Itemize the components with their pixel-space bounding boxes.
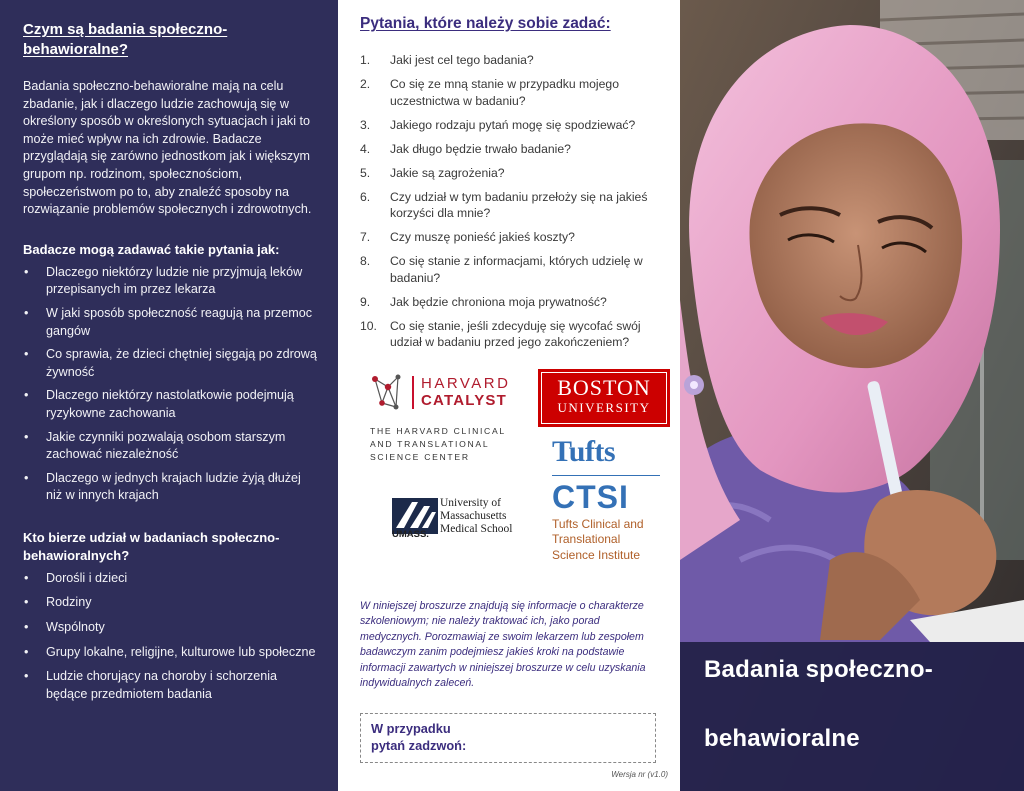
numbered-question: 9. Jak będzie chroniona moja prywatność? (360, 294, 607, 309)
version-label: Wersja nr (v1.0) (611, 770, 668, 779)
numbered-question: 7. Czy muszę ponieść jakieś koszty? (360, 230, 575, 244)
disclaimer-text: W niniejszej broszurze znajdują się informacje o charakterze szkoleniowym; nie należy traktować ich, jako porad medycznych. Porozmawiaj ze swoim lekarzem lub zespołem badawczym zanim podejmiesz jakieś kroki na podstawie informacji zawartych w niniejszej broszurze w celu uzyskania indywidualnych zaleceń. (360, 599, 646, 689)
list-item: • Co sprawia, że dzieci chętniej sięgają po zdrową żywność (24, 347, 317, 379)
research-questions-list (23, 264, 320, 505)
intro-paragraph: Badania społeczno-behawioralne mają na celu zbadanie, jak i dlaczego ludzie zachowują się w określony sposób w określonych sytuacjach i jaki to może mieć wpływ na ich zdrowie. Badacze przyglądają się zarówno jednostkom jak i większym grupom np. rodzinom, społecznościom, społeczeństwom po to, aby znaleźć sposoby na rozwiązanie problemów społecznych i zdrowotnych. (23, 79, 312, 217)
list-item: • Dlaczego w jednych krajach ludzie żyją dłużej niż w innych krajach (24, 470, 301, 503)
section-heading-what-is: Czym są badania społeczno-behawioralne? (23, 21, 228, 58)
cover-photo-panel (680, 0, 1024, 791)
participants-list (23, 570, 320, 704)
list-item: • Jakie czynniki pozwalają osobom starszym zachować niezależność (24, 429, 286, 462)
numbered-question: 2. Co się ze mną stanie w przypadku mojego uczestnictwa w badaniu? (360, 77, 619, 108)
list-item: • Dlaczego niektórzy nastolatkowie podejmują ryzykowne zachowania (24, 388, 294, 420)
numbered-question: 3. Jakiego rodzaju pytań mogę się spodziewać? (360, 117, 636, 132)
list-item: • Dlaczego niektórzy ludzie nie przyjmują leków przepisanych im przez lekarza (24, 264, 303, 297)
questions-to-ask-heading: Pytania, które należy sobie zadać: (360, 15, 611, 32)
cover-title-line-1: Badania społeczno- (704, 656, 933, 683)
numbered-question: 10. Co się stanie, jeśli zdecyduję się wycofać swój udział w badaniu przed jego zakończeniem? (360, 318, 641, 349)
numbered-question: 8. Co się stanie z informacjami, których udzielę w badaniu? (360, 254, 643, 285)
tufts-logo: Tufts (552, 434, 616, 468)
list-item: • Wspólnoty (24, 620, 105, 635)
participants-heading: Kto bierze udział w badaniach społeczno-behawioralnych? (23, 529, 280, 563)
list-item: • Rodziny (24, 595, 92, 610)
tufts-divider (552, 475, 660, 476)
numbered-question: 5. Jakie są zagrożenia? (360, 165, 505, 180)
numbered-questions-list (360, 52, 662, 351)
harvard-catalyst-logo: HARVARD CATALYST THE HARVARD CLINICAL AND TRANSLATIONAL SCIENCE CENTER (370, 373, 530, 464)
boston-university-logo: BOSTON UNIVERSITY (538, 369, 670, 427)
numbered-question: 1. Jaki jest cel tego badania? (360, 53, 534, 67)
ctsi-logo: CTSI (552, 478, 629, 515)
middle-panel (338, 0, 680, 791)
left-panel (0, 0, 338, 791)
ctsi-subtitle: Tufts Clinical and Translational Science Institute (552, 516, 644, 562)
contact-box: W przypadku pytań zadzwoń: (360, 713, 656, 763)
partner-logos (360, 367, 662, 587)
numbered-question: 4. Jak długo będzie trwało badanie? (360, 141, 571, 156)
list-item: • W jaki sposób społeczność reagują na przemoc gangów (24, 305, 312, 338)
list-item: • Ludzie chorujący na choroby i schorzenia będące przedmiotem badania (24, 669, 278, 701)
umass-medical-logo: UMASS. University of Massachusetts Medical School (392, 493, 513, 541)
numbered-question: 6. Czy udział w tym badaniu przełoży się na jakieś korzyści dla mnie? (360, 189, 648, 220)
cover-title-line-2: behawioralne (704, 725, 860, 752)
list-item: • Grupy lokalne, religijne, kulturowe lub społeczne (24, 644, 316, 659)
questions-heading: Badacze mogą zadawać takie pytania jak: (23, 241, 280, 257)
list-item: • Dorośli i dzieci (24, 570, 128, 585)
network-icon (370, 373, 404, 413)
